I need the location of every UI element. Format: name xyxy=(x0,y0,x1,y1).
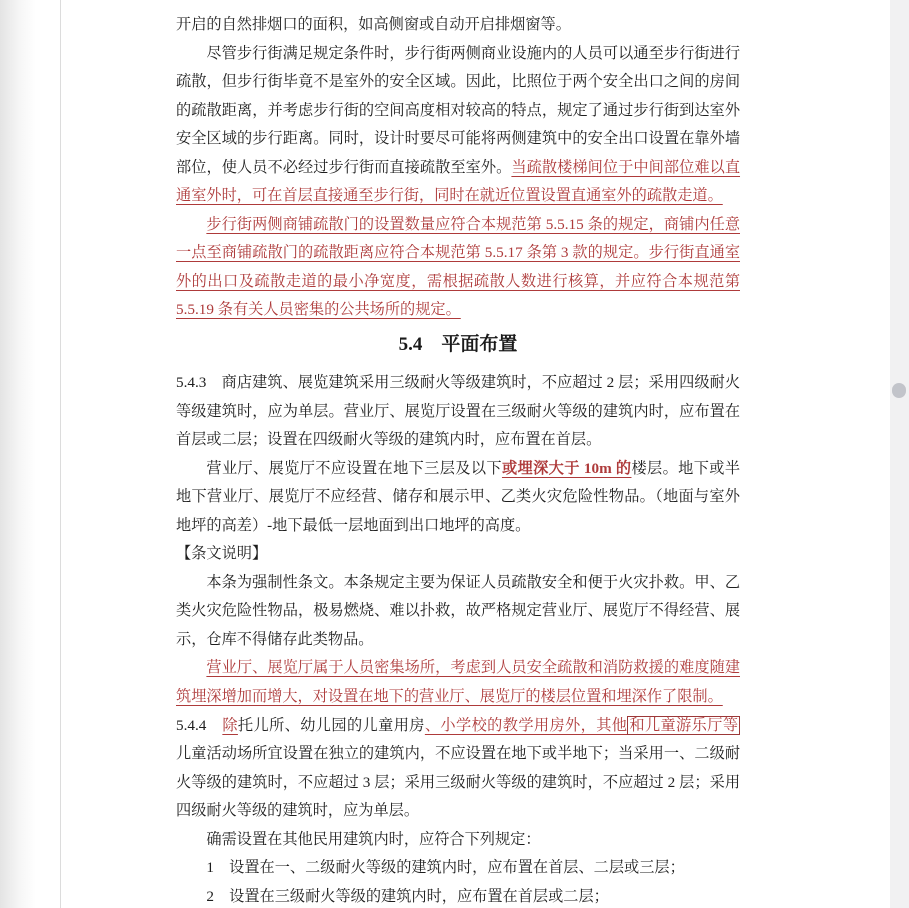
paragraph xyxy=(176,712,740,826)
text-run: 1 设置在一、二级耐火等级的建筑内时，应布置在首层、二层或三层； xyxy=(206,859,685,877)
revision-insert-run: 除 xyxy=(222,716,238,734)
text-run: 5.4.4 xyxy=(176,716,223,734)
paragraph xyxy=(176,455,740,541)
paragraph xyxy=(176,369,740,455)
text-run: 托儿所、幼儿园的儿童用房 xyxy=(237,716,425,734)
text-run: 尽管步行街满足规定条件时，步行街两侧商业设施内的人员可以通至步行街进行疏散，但步行街毕竟不是室外的安全区域。因此，比照位于两个安全出口之间的房间的疏散距离，并考虑步行街的空间高度相对较高的特点，规定了通过步行街到达室外安全区域的步行距离。同时，设计时要尽可能将两侧建筑中的安全出口设置在靠外墙部位，使人员不必经过步行街而直接疏散至室外。 xyxy=(176,44,740,176)
revision-insert-run: 或埋深大于 10m 的 xyxy=(501,459,632,477)
text-run: 儿童活动场所宜设置在独立的建筑内，不应设置在地下或半地下；当采用一、二级耐火等级的建筑时，不应超过 3 层；采用三级耐火等级的建筑时，不应超过 2 层；采用四级耐火等级的建筑时，应为单层。 xyxy=(176,745,740,820)
text-run: 开启的自然排烟口的面积，如高侧窗或自动开启排烟窗等。 xyxy=(176,16,571,33)
text-run: 营业厅、展览厅不应设置在地下三层及以下 xyxy=(206,459,502,477)
paragraph xyxy=(176,40,740,211)
paragraph xyxy=(176,540,740,569)
text-run: 楼层。地下或半地下营业厅、展览厅不应经营、储存和展示甲、乙类火灾危险性物品。（地面与室外地坪的高差）-地下最低一层地面到出口地坪的高度。 xyxy=(176,459,741,534)
revision-box-run: 和儿童游乐厅等 xyxy=(629,716,739,734)
paragraph xyxy=(176,654,740,711)
paragraph xyxy=(176,211,740,325)
scrollbar-thumb[interactable] xyxy=(892,383,906,398)
scrollbar-track[interactable] xyxy=(890,0,909,908)
document-page xyxy=(176,11,740,908)
paragraph xyxy=(176,854,740,883)
revision-insert-run: 营业厅、展览厅属于人员密集场所，考虑到人员安全疏散和消防救援的难度随建筑埋深增加而增大，对设置在地下的营业厅、展览厅的楼层位置和埋深作了限制。 xyxy=(176,659,740,706)
revision-insert-run: 步行街两侧商铺疏散门的设置数量应符合本规范第 5.5.15 条的规定，商铺内任意一点至商铺疏散门的疏散距离应符合本规范第 5.5.17 条第 3 款的规定。步行街直通室外的出口及疏散走道的最小净宽度，需根据疏散人数进行核算，并应符合本规范第 5.5.19 条有关人员密集的公共场所的规定。 xyxy=(176,215,740,319)
page-edge-shadow xyxy=(0,0,36,908)
paragraph xyxy=(176,11,740,40)
paragraph xyxy=(176,826,740,855)
heading-text: 5.4 平面布置 xyxy=(398,334,518,356)
revision-insert-run: 、小学校的教学用房外，其他 xyxy=(424,716,628,734)
text-run: 确需设置在其他民用建筑内时，应符合下列规定： xyxy=(206,830,541,848)
page-left-border xyxy=(60,0,61,908)
text-run: 本条为强制性条文。本条规定主要为保证人员疏散安全和便于火灾扑救。甲、乙类火灾危险性物品，极易燃烧、难以扑救，故严格规定营业厅、展览厅不得经营、展示，仓库不得储存此类物品。 xyxy=(176,573,740,648)
paragraph xyxy=(176,883,740,908)
text-run: 【条文说明】 xyxy=(176,545,268,563)
paragraph xyxy=(176,569,740,655)
revision-insert-run: 当疏散楼梯间位于中间部位难以直通室外时，可在首层直接通至步行街，同时在就近位置设置直通室外的疏散走道。 xyxy=(176,158,741,205)
text-run: 5.4.3 商店建筑、展览建筑采用三级耐火等级建筑时，不应超过 2 层；采用四级耐火等级建筑时，应为单层。营业厅、展览厅设置在三级耐火等级的建筑内时，应布置在首层或二层；设置在四级耐火等级的建筑内时，应布置在首层。 xyxy=(176,374,740,449)
section-heading xyxy=(176,332,740,358)
text-run: 2 设置在三级耐火等级的建筑内时，应布置在首层或二层； xyxy=(206,887,609,905)
